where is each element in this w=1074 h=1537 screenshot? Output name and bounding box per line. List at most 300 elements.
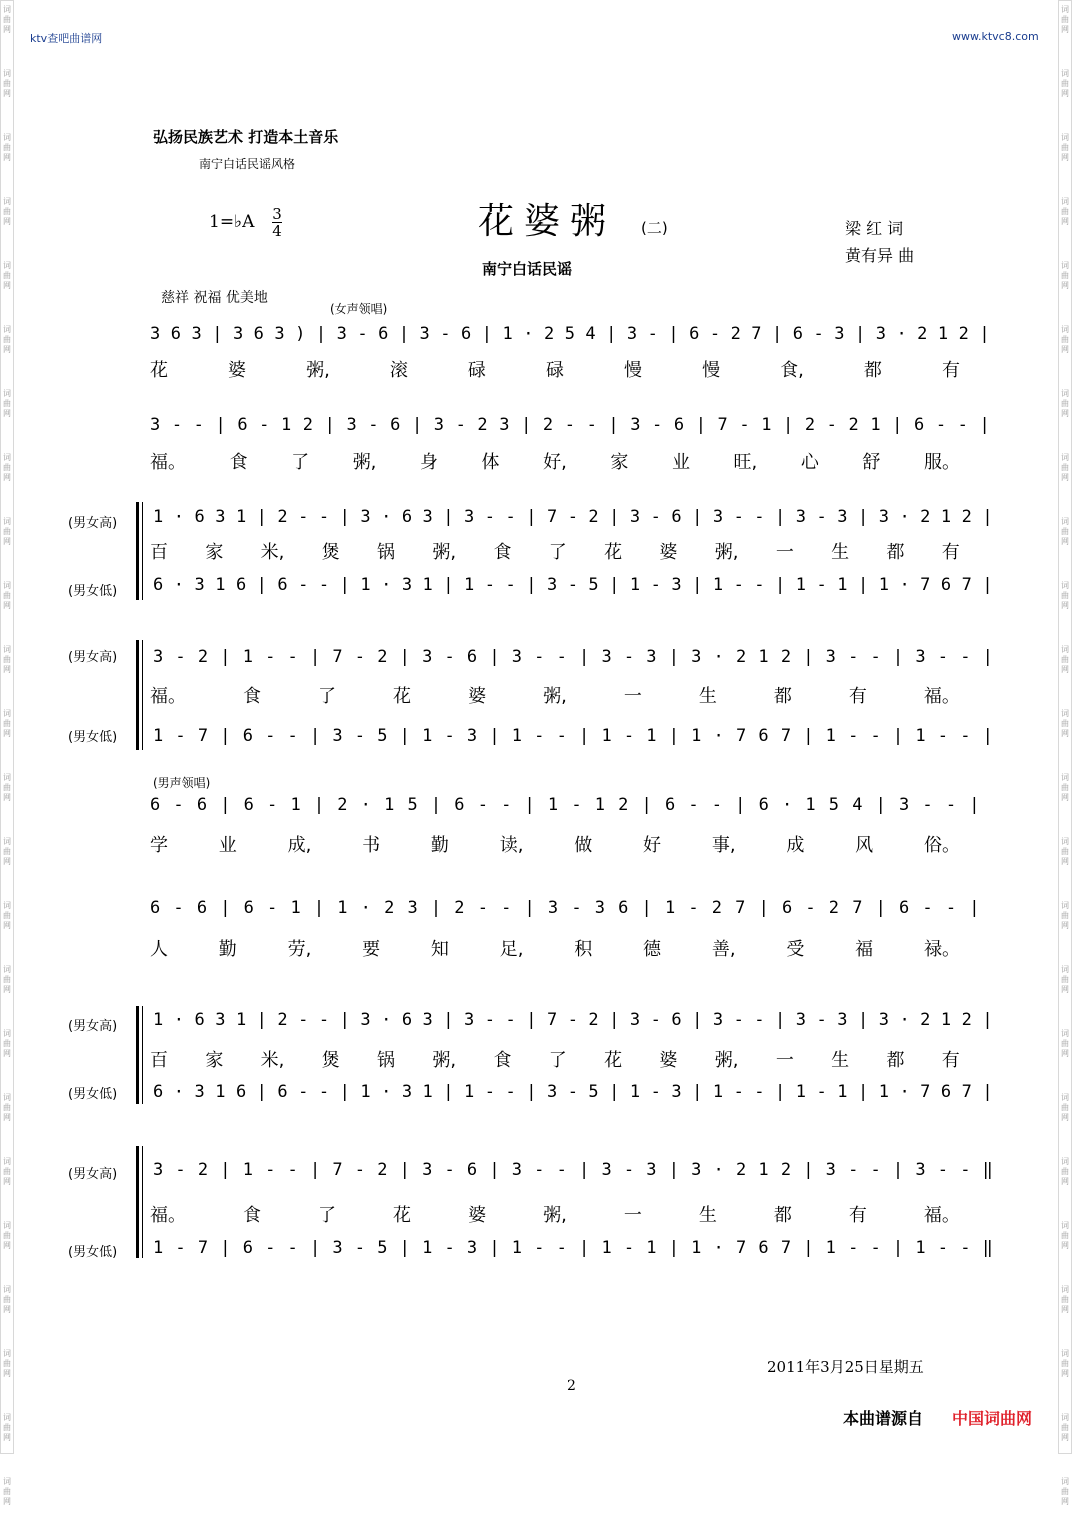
time-signature: [272, 206, 282, 239]
note-token: 1: [937, 324, 949, 344]
note-token: 1: [422, 726, 433, 746]
note-token: |: [489, 1238, 500, 1258]
note-token: 3: [594, 898, 605, 918]
note-token: ·: [381, 575, 392, 595]
note-token: -: [318, 575, 330, 595]
note-token: -: [870, 1160, 881, 1180]
note-token: 3: [150, 415, 161, 435]
note-token: 6: [758, 726, 769, 746]
note-token: 6: [243, 795, 254, 815]
note-token: -: [650, 575, 661, 595]
note-token: |: [430, 898, 442, 918]
note-token: ·: [173, 575, 184, 595]
note-token: -: [267, 795, 278, 815]
slogan: 弘扬民族艺术 打造本土音乐: [153, 128, 339, 146]
note-token: 6: [196, 898, 208, 918]
note-token: |: [220, 898, 231, 918]
note-token: -: [848, 647, 859, 667]
lyric-token: 粥,: [432, 1050, 457, 1071]
note-token: -: [318, 1010, 330, 1030]
note-token: 2: [543, 324, 555, 344]
note-token: |: [692, 507, 703, 527]
notation-line-1: [150, 324, 990, 348]
note-token: 6: [237, 415, 248, 435]
lyric-token: 风: [855, 835, 874, 856]
lyric-token: 好,: [543, 452, 567, 473]
note-token: |: [735, 795, 746, 815]
lyric-token: 都: [886, 1050, 905, 1071]
note-token: |: [256, 1010, 267, 1030]
note-token: 3: [336, 324, 347, 344]
note-token: 5: [407, 795, 418, 815]
note-token: 3: [332, 726, 343, 746]
note-token: -: [848, 1238, 859, 1258]
note-token: |: [324, 415, 335, 435]
note-token: |: [641, 898, 652, 918]
note-token: -: [870, 647, 881, 667]
note-token: ·: [523, 324, 534, 344]
song-title: 花婆粥: [478, 201, 617, 242]
note-token: -: [739, 415, 750, 435]
note-token: 6: [401, 1010, 413, 1030]
lyric-token: 锅: [377, 542, 396, 563]
voice-label-high: (男女高): [68, 650, 118, 665]
note-token: ·: [899, 1082, 910, 1102]
note-token: -: [960, 1160, 971, 1180]
voice-label-low: (男女低): [68, 584, 118, 599]
note-token: 1: [761, 415, 772, 435]
lyric-token: 都: [886, 542, 905, 563]
note-token: -: [556, 1238, 567, 1258]
lyric-token: 生: [831, 542, 850, 563]
note-token: 3: [626, 324, 638, 344]
note-token: 3: [422, 1160, 433, 1180]
lyric-token: 花: [150, 360, 168, 381]
note-token: 3: [915, 1160, 926, 1180]
note-token: |: [803, 647, 814, 667]
note-token: |: [609, 507, 620, 527]
note-token: 1: [290, 795, 301, 815]
note-token: 7: [546, 507, 558, 527]
note-token: 1: [870, 415, 881, 435]
note-token: 1: [511, 726, 522, 746]
note-token: 1: [712, 1082, 724, 1102]
note-token: 1: [511, 1238, 522, 1258]
note-token: 2: [958, 324, 969, 344]
note-token: |: [609, 1010, 620, 1030]
note-token: 6: [454, 795, 465, 815]
note-token: 3: [422, 507, 433, 527]
lyric-token: 食: [493, 542, 512, 563]
note-token: -: [175, 726, 186, 746]
note-token: -: [813, 324, 824, 344]
note-token: 1: [629, 1082, 641, 1102]
note-token: -: [298, 507, 309, 527]
note-token: 6: [758, 1238, 769, 1258]
note-token: -: [647, 324, 658, 344]
note-token: |: [775, 1010, 786, 1030]
note-token: |: [481, 324, 492, 344]
note-token: |: [443, 1082, 454, 1102]
note-token: -: [937, 647, 949, 667]
note-token: 7: [735, 726, 747, 746]
lyric-token: 舒: [862, 452, 881, 473]
lyric-token: 百: [150, 542, 168, 563]
note-token: -: [484, 1010, 495, 1030]
note-token: |: [399, 1238, 410, 1258]
note-token: ·: [713, 1160, 724, 1180]
note-token: 6: [243, 898, 254, 918]
note-token: |: [430, 795, 442, 815]
note-token: -: [298, 575, 309, 595]
note-token: 3: [499, 415, 510, 435]
notation-low-4: [153, 1238, 993, 1262]
note-token: |: [579, 647, 590, 667]
notation-line-6: [150, 898, 980, 922]
note-token: |: [220, 795, 231, 815]
note-token: |: [692, 1010, 703, 1030]
note-token: 6: [671, 1010, 682, 1030]
note-token: 1: [384, 795, 395, 815]
note-token: -: [922, 795, 933, 815]
note-token: 1: [153, 507, 164, 527]
note-token: |: [524, 795, 535, 815]
note-token: 3: [191, 324, 202, 344]
lyric-token: 碌: [545, 360, 564, 381]
note-token: 3: [646, 647, 657, 667]
note-token: |: [668, 1160, 679, 1180]
lyric-token: 好: [643, 835, 662, 856]
note-token: 7: [717, 415, 728, 435]
note-token: |: [979, 324, 990, 344]
note-token: 3: [825, 1160, 836, 1180]
note-token: ·: [899, 1010, 910, 1030]
lyric-token: 食,: [780, 360, 804, 381]
note-token: 3: [878, 507, 889, 527]
lyrics-line-5: [150, 831, 960, 855]
note-token: -: [870, 726, 881, 746]
note-token: -: [652, 415, 663, 435]
lyric-token: 粥,: [352, 452, 377, 473]
lyric-token: 成,: [287, 835, 312, 856]
note-token: 3: [360, 1010, 371, 1030]
note-token: 2: [542, 415, 554, 435]
note-token: |: [443, 575, 454, 595]
note-token: 1: [464, 575, 475, 595]
note-token: -: [171, 415, 183, 435]
note-token: 3: [464, 1010, 475, 1030]
date: 2011年3月25日星期五: [767, 1358, 924, 1376]
system-brace-2: [136, 640, 143, 750]
note-token: 1: [242, 1160, 253, 1180]
note-token: 6: [242, 1238, 253, 1258]
note-token: 2: [197, 1160, 209, 1180]
note-token: |: [892, 415, 903, 435]
note-token: 3: [546, 575, 558, 595]
note-token: -: [733, 507, 744, 527]
note-token: |: [256, 1082, 267, 1102]
lyric-token: 了: [548, 1050, 567, 1071]
footer-site-link[interactable]: 中国词曲网: [952, 1409, 1033, 1428]
note-token: |: [526, 507, 537, 527]
note-token: |: [982, 575, 993, 595]
note-token: 2: [730, 324, 741, 344]
note-token: -: [505, 575, 516, 595]
note-token: 2: [384, 898, 395, 918]
note-token: -: [287, 1238, 298, 1258]
note-token: |: [220, 1160, 231, 1180]
lyric-token: 了: [548, 542, 567, 563]
lyric-token: 生: [698, 686, 717, 707]
note-token: |: [608, 415, 619, 435]
note-token: 3: [511, 647, 522, 667]
note-token: 2: [377, 647, 388, 667]
note-token: 3: [691, 1160, 702, 1180]
note-token: 3: [466, 1238, 478, 1258]
note-token: 1: [215, 575, 226, 595]
lyric-token: 婆: [468, 1205, 487, 1226]
note-token: 3: [795, 1010, 807, 1030]
note-token: 6: [758, 795, 769, 815]
note-token: 3: [712, 1010, 724, 1030]
note-token: -: [484, 1082, 495, 1102]
lyrics-line-3: [150, 538, 960, 562]
note-token: 3: [215, 507, 226, 527]
note-token: -: [623, 1160, 635, 1180]
male-lead-label: (男声领唱): [153, 776, 211, 790]
note-token: 1: [464, 1082, 475, 1102]
lyric-token: 身: [419, 452, 438, 473]
note-token: |: [309, 1238, 321, 1258]
note-token: |: [579, 1238, 590, 1258]
note-token: 6: [466, 1160, 478, 1180]
note-token: -: [754, 507, 765, 527]
lyric-token: 积: [574, 939, 593, 960]
note-token: -: [298, 1082, 309, 1102]
note-token: |: [399, 647, 410, 667]
lyrics-line-4: [150, 682, 960, 706]
note-token: 3: [915, 647, 926, 667]
note-token: -: [298, 1010, 309, 1030]
note-token: |: [775, 575, 786, 595]
note-token: 3: [332, 1238, 343, 1258]
note-token: 5: [588, 575, 599, 595]
note-token: 7: [735, 898, 746, 918]
note-token: -: [318, 1082, 330, 1102]
note-token: 1: [280, 415, 292, 435]
note-token: 1: [235, 1010, 247, 1030]
note-token: |: [803, 1238, 814, 1258]
note-token: 2: [828, 898, 840, 918]
lyrics-line-1: [150, 356, 960, 380]
note-token: 7: [780, 1238, 792, 1258]
note-token: |: [526, 1010, 537, 1030]
note-token: 3: [712, 507, 724, 527]
system-brace-1: [136, 502, 143, 600]
note-token: 6: [461, 324, 472, 344]
note-token: -: [193, 415, 204, 435]
note-token: |: [339, 507, 350, 527]
note-token: |: [521, 415, 532, 435]
note-token: ): [295, 324, 306, 344]
voice-label-high: (男女高): [68, 516, 118, 531]
page-number: 2: [567, 1378, 576, 1394]
lyric-token: 业: [218, 835, 237, 856]
note-token: -: [477, 795, 488, 815]
note-token: 1: [795, 1082, 807, 1102]
note-token: |: [875, 795, 886, 815]
note-token: 2: [735, 647, 747, 667]
note-token: 1: [758, 647, 769, 667]
note-token: -: [175, 1238, 186, 1258]
header-left-site[interactable]: ktv查吧曲谱网: [30, 32, 103, 45]
lyric-token: 服。: [923, 452, 960, 473]
note-token: |: [668, 647, 679, 667]
note-token: |: [215, 415, 226, 435]
note-token: 1: [337, 898, 348, 918]
lyric-token: 成: [786, 835, 805, 856]
lyric-token: 食: [243, 686, 262, 707]
note-token: |: [526, 575, 537, 595]
note-token: -: [354, 1160, 366, 1180]
note-token: -: [571, 795, 582, 815]
lyric-token: 德: [643, 939, 662, 960]
lyric-token: 劳,: [287, 939, 312, 960]
note-token: 1: [235, 507, 247, 527]
note-token: ·: [360, 795, 371, 815]
note-token: |: [489, 726, 500, 746]
note-token: -: [937, 1238, 949, 1258]
note-token: 3: [671, 575, 682, 595]
note-token: 3: [834, 324, 845, 344]
note-token: 2: [454, 898, 465, 918]
lyric-token: 勤: [218, 939, 237, 960]
lyrics-line-7: [150, 1046, 960, 1070]
note-token: 6: [194, 1010, 205, 1030]
note-token: 3: [466, 726, 478, 746]
note-token: 1: [878, 575, 889, 595]
note-token: 3: [232, 324, 244, 344]
note-token: -: [357, 324, 368, 344]
note-token: 1: [712, 575, 724, 595]
notation-low-3: [153, 1082, 993, 1106]
note-token: -: [354, 726, 366, 746]
note-token: -: [444, 1238, 455, 1258]
note-token: 1: [422, 1082, 433, 1102]
note-token: -: [826, 415, 837, 435]
note-token: 3: [346, 415, 357, 435]
notation-line-2: [150, 415, 990, 439]
note-token: |: [668, 1238, 679, 1258]
lyric-token: 家: [205, 1050, 224, 1071]
note-token: ·: [781, 795, 793, 815]
note-token: 2: [277, 507, 288, 527]
note-token: -: [175, 647, 186, 667]
note-token: 4: [852, 795, 863, 815]
note-token: 1: [215, 1082, 226, 1102]
header-right-url[interactable]: www.ktvc8.com: [952, 30, 1039, 43]
note-token: ·: [713, 726, 724, 746]
note-token: |: [892, 647, 904, 667]
note-token: 1: [691, 726, 702, 746]
note-token: -: [650, 1010, 661, 1030]
note-token: -: [754, 575, 765, 595]
voice-label-low: (男女低): [68, 730, 118, 745]
voice-label-high: (男女高): [68, 1019, 118, 1034]
note-token: -: [571, 898, 582, 918]
note-token: -: [816, 507, 827, 527]
note-token: |: [857, 1010, 869, 1030]
note-token: ·: [173, 1082, 184, 1102]
lyric-token: 食: [243, 1205, 262, 1226]
note-token: 3: [464, 507, 475, 527]
note-token: 2: [961, 1010, 972, 1030]
note-token: 3: [601, 647, 612, 667]
lyric-token: 有: [848, 1205, 867, 1226]
note-token: -: [957, 415, 968, 435]
note-token: 2: [477, 415, 488, 435]
note-token: 3: [795, 507, 807, 527]
note-token: -: [567, 507, 578, 527]
note-token: |: [803, 1160, 814, 1180]
note-token: ·: [899, 575, 910, 595]
note-token: 3: [407, 898, 418, 918]
note-token: -: [444, 1160, 455, 1180]
note-token: 6: [242, 726, 253, 746]
note-token: -: [455, 415, 466, 435]
note-token: ·: [896, 324, 907, 344]
note-token: |: [892, 726, 904, 746]
lyric-token: 有: [941, 1050, 960, 1071]
lyric-token: 了: [318, 686, 337, 707]
note-token: 1: [664, 898, 676, 918]
note-token: 3: [691, 647, 702, 667]
note-token: |: [579, 1160, 590, 1180]
note-token: -: [960, 647, 971, 667]
note-token: 4: [585, 324, 596, 344]
note-token: ‖: [982, 1160, 993, 1180]
lyric-token: 福: [855, 939, 874, 960]
note-token: 6: [194, 507, 205, 527]
note-token: 1: [940, 1010, 952, 1030]
lyricist: 梁 红 词: [845, 219, 904, 238]
note-token: 7: [546, 1010, 558, 1030]
note-token: -: [175, 1160, 186, 1180]
lyric-token: 粥,: [543, 1205, 567, 1226]
note-token: -: [567, 1010, 578, 1030]
notation-high-3: [153, 1010, 993, 1034]
note-token: |: [315, 324, 327, 344]
note-token: |: [443, 507, 454, 527]
note-token: |: [411, 415, 423, 435]
note-token: ·: [360, 898, 371, 918]
note-token: 2: [337, 795, 348, 815]
lyric-token: 花: [604, 1050, 623, 1071]
note-token: -: [688, 898, 699, 918]
note-token: 7: [197, 726, 209, 746]
note-token: ·: [173, 507, 184, 527]
note-token: -: [945, 898, 957, 918]
note-token: 3: [153, 647, 164, 667]
lyric-token: 要: [362, 939, 381, 960]
lyric-token: 善,: [711, 939, 736, 960]
voice-label-high: (男女高): [68, 1167, 118, 1182]
note-token: 7: [332, 647, 343, 667]
note-token: 3: [401, 575, 413, 595]
note-token: -: [556, 726, 567, 746]
note-token: 7: [780, 726, 792, 746]
note-token: |: [524, 898, 535, 918]
